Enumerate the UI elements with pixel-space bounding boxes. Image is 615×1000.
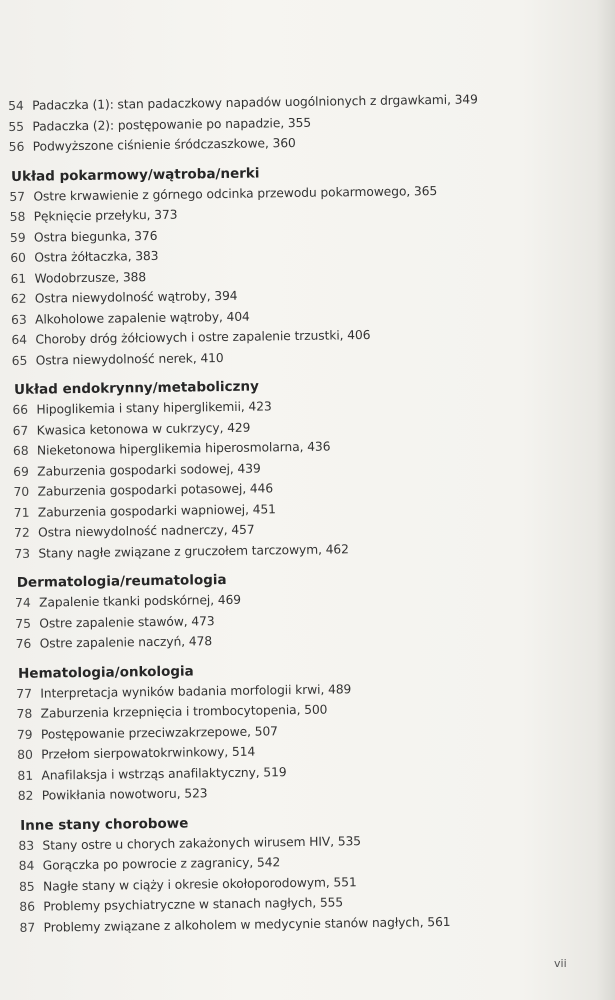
chapter-number: 72 [14, 525, 30, 540]
chapter-number: 62 [10, 291, 27, 306]
chapter-number: 63 [11, 312, 27, 327]
chapter-title: Ostre zapalenie stawów, 473 [39, 613, 215, 631]
chapter-title: Wodobrzusze, 388 [34, 269, 147, 286]
chapter-number: 80 [17, 747, 33, 762]
toc-section [9, 159, 572, 371]
chapter-number: 64 [11, 332, 28, 347]
chapter-title: Pęknięcie przełyku, 373 [33, 207, 178, 224]
chapter-number: 70 [13, 484, 30, 499]
chapter-title: Choroby dróg żółciowych i ostre zapalenie trzustki, 406 [35, 327, 371, 347]
chapter-title: Gorączka po powrocie z zagranicy, 542 [42, 855, 281, 873]
chapter-number: 74 [14, 595, 31, 610]
section-heading: Inne stany chorobowe [20, 815, 189, 834]
chapter-number: 55 [8, 119, 25, 134]
page-number: vii [554, 957, 567, 970]
chapter-title: Ostra niewydolność wątroby, 394 [34, 288, 238, 306]
chapter-title: Przełom sierpowatokrwinkowy, 514 [41, 744, 256, 762]
toc-section [16, 656, 578, 807]
chapter-title: Zapalenie tkanki podskórnej, 469 [38, 592, 242, 610]
chapter-number: 61 [10, 271, 27, 286]
chapter-title: Ostre zapalenie naczyń, 478 [39, 634, 213, 651]
chapter-title: Ostre krwawienie z górnego odcinka przewodu pokarmowego, 365 [33, 183, 438, 204]
chapter-number: 60 [10, 250, 27, 265]
chapter-number: 69 [13, 464, 29, 479]
chapter-title: Nieketonowa hiperglikemia hiperosmolarna, 436 [36, 439, 331, 458]
chapter-number: 65 [11, 353, 28, 368]
chapter-title: Padaczka (2): postępowanie po napadzie, 355 [32, 115, 312, 134]
chapter-number: 86 [19, 899, 36, 914]
toc-section [15, 565, 576, 654]
chapter-title: Zaburzenia gospodarki sodowej, 439 [37, 461, 261, 479]
toc-section [12, 372, 575, 564]
section-heading: Dermatologia/reumatologia [16, 571, 227, 591]
toc-section [18, 808, 580, 938]
chapter-number: 82 [17, 788, 34, 803]
section-heading: Hematologia/onkologia [17, 662, 194, 682]
chapter-title: Zaburzenia gospodarki potasowej, 446 [37, 481, 274, 499]
chapter-title: Stany nagłe związane z gruczołem tarczowym, 462 [38, 541, 349, 561]
toc-section [8, 88, 569, 157]
chapter-title: Zaburzenia gospodarki wapniowej, 451 [37, 501, 276, 520]
chapter-title: Padaczka (1): stan padaczkowy napadów uogólnionych z drgawkami, 349 [32, 92, 478, 113]
chapter-title: Hipoglikemia i stany hiperglikemii, 423 [36, 399, 272, 417]
chapter-number: 78 [16, 706, 33, 721]
chapter-title: Podwyższone ciśnienie śródczaszkowe, 360 [32, 135, 296, 154]
chapter-number: 56 [8, 139, 25, 154]
chapter-title: Postępowanie przeciwzakrzepowe, 507 [40, 723, 278, 742]
chapter-number: 66 [12, 402, 29, 417]
section-heading: Układ endokrynny/metaboliczny [13, 378, 259, 398]
chapter-number: 87 [19, 920, 36, 935]
chapter-title: Interpretacja wyników badania morfologii krwi, 489 [40, 681, 352, 701]
table-of-contents [8, 88, 580, 938]
chapter-title: Zaburzenia krzepnięcia i trombocytopenia, 500 [40, 702, 328, 721]
chapter-number: 84 [18, 858, 35, 873]
chapter-title: Stany ostre u chorych zakażonych wirusem HIV, 535 [42, 833, 362, 853]
chapter-title: Kwasica ketonowa w cukrzycy, 429 [36, 420, 251, 438]
chapter-number: 59 [9, 230, 26, 245]
section-heading: Układ pokarmowy/wątroba/nerki [11, 164, 260, 185]
chapter-title: Ostra niewydolność nadnerczy, 457 [38, 522, 255, 540]
chapter-number: 76 [15, 636, 32, 651]
chapter-number: 73 [14, 546, 31, 561]
chapter-number: 85 [18, 879, 35, 894]
chapter-number: 83 [18, 838, 35, 853]
chapter-number: 57 [9, 189, 26, 204]
chapter-number: 81 [17, 768, 34, 783]
chapter-number: 77 [16, 686, 33, 701]
chapter-title: Powikłania nowotworu, 523 [41, 786, 208, 803]
chapter-number: 79 [16, 727, 33, 742]
chapter-number: 58 [9, 209, 26, 224]
chapter-title: Alkoholowe zapalenie wątroby, 404 [35, 309, 250, 327]
chapter-title: Ostra żółtaczka, 383 [34, 248, 159, 265]
chapter-title: Problemy związane z alkoholem w medycynie stanów nagłych, 561 [43, 914, 451, 935]
chapter-number: 71 [13, 505, 30, 520]
chapter-title: Nagłe stany w ciąży i okresie okołoporodowym, 551 [42, 874, 357, 894]
chapter-number: 75 [15, 616, 32, 631]
chapter-number: 67 [12, 423, 29, 438]
chapter-title: Problemy psychiatryczne w stanach nagłych, 555 [43, 895, 344, 914]
chapter-title: Anafilaksja i wstrząs anafilaktyczny, 519 [41, 764, 287, 783]
chapter-title: Ostra biegunka, 376 [33, 228, 158, 245]
chapter-number: 54 [8, 98, 24, 113]
chapter-title: Ostra niewydolność nerek, 410 [35, 350, 224, 368]
chapter-number: 68 [12, 443, 29, 458]
